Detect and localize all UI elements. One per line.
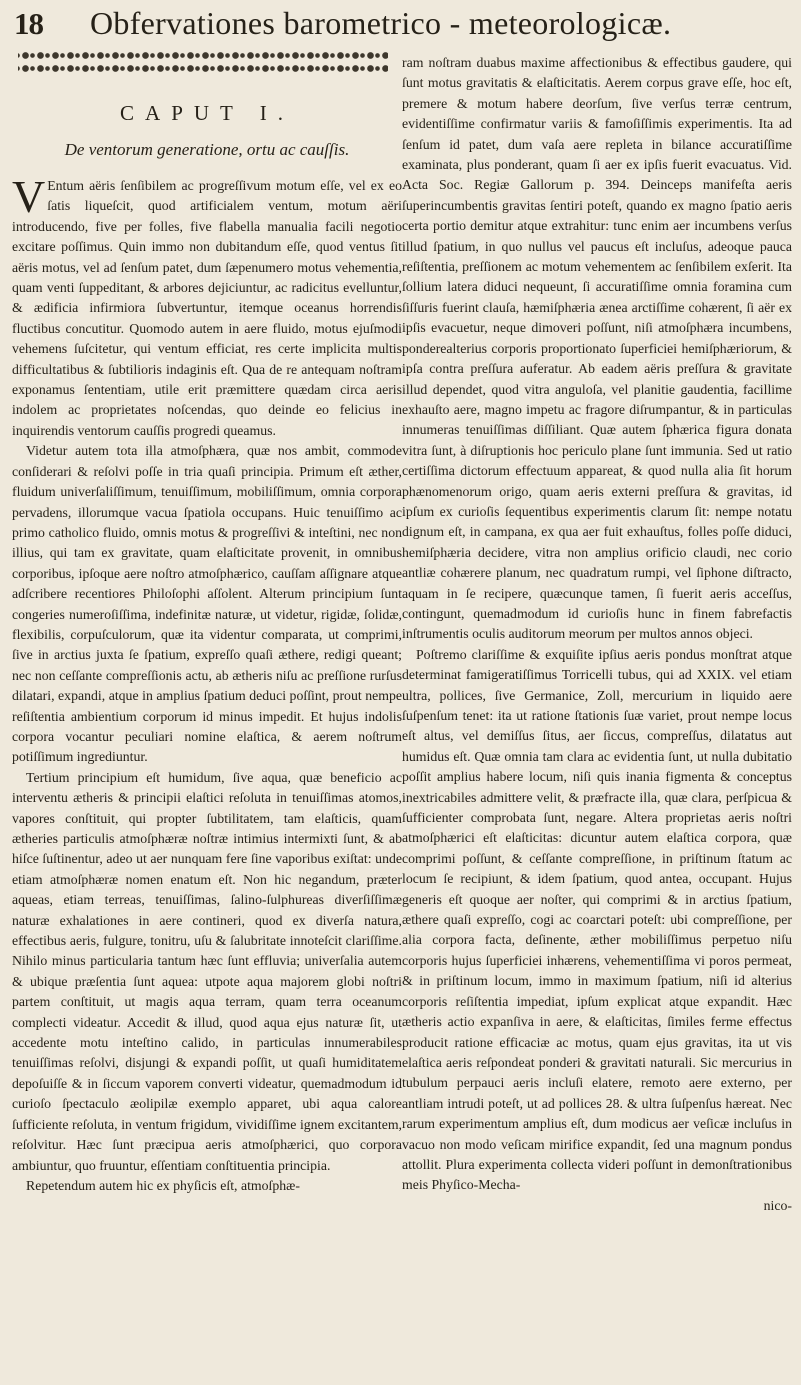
paragraph-1-text: Entum aëris ſenſibilem ac progreſſivum motum eſſe, vel ex eo ſatis liqueſcit, quod artificialem ventum, motum aëri introducendo, five per folles, five flabella manualia facili negotio excitare poſſimus. Quin immo non dubitandum eſſe, quod ventus ſit aëris motus, vel ad ſenſum patet, dum ſæpenumero motus vehementia, quam venti ſuppeditant, & arbores dejiciuntur, ac radicitus evelluntur, & ædificia infirmiora ſubvertuntur, itemque oceanus horrendis fluctibus concutitur. Quomodo autem in aere fluido, motus ejuſmodi vehemens ſuſcitetur, qui ventum efficiat, res certe implicita multis difficultatibus & ſubtilioris indaginis eſt. Qua de re antequam noſtram exponamus ſententiam, utile erit præmittere quædam circa aeris indolem ac proprietates noſcendas, quo deinde eo felicius in inquirendis ventorum cauſſis progredi queamus. (12, 178, 402, 438)
left-column (12, 49, 402, 1196)
paragraph-3: Tertium principium eſt humidum, ſive aqua, quæ beneficio ac interventu ætheris & principii elaſtici reſoluta in tenuiſſimas atomos, vapores conſtituit, qui propter ſubtilitatem, tam elaſticis, quam ætheries particulis atmoſphæræ noſtræ intimius intermixti ſunt, & ab hiſce ſuſtinentur, adeo ut aer nunquam fere ſine vaporibus exiſtat: unde etiam atmoſphæræ nomen enatum eſt. Non hic negandum, præter aqueas, etiam terreas, tenuiſſimas, ſalino-ſulphureas diverſiſſimæ naturæ exhalationes in aere contineri, quod ex diverſa natura, effectibus aeris, fulgure, tonitru, uſu & ſalubritate innoteſcit clariſſime. Nihilo minus particularia tantum hæc ſunt effluvia; univerſalia autem & ubique præſentia ſunt aquea: utpote aqua majorem globi noſtri partem conſtituit, ut magis aqua terram, quam terra oceanum complecti videatur. Accedit & illud, quod aqua ejus naturæ ſit, ut accedente motu inteſtino calido, in particulas innumerabiles tenuiſſimas reſolvi, disjungi & expandi poſſit, ut quaſi humiditatem depoſuiſſe & in ſiccum vaporem converti videatur, quemadmodum id curioſo ſpectaculo æolipilæ exemplo apparet, ubi aqua calore ſufficiente reſoluta, in ventum frigidum, vividiſſime ignem excitantem, reſolvitur. Hæc ſunt præcipua aeris atmoſphærici, quo corpora ambiuntur, quo fruuntur, eſſentiam conſtituentia principia. (12, 769, 402, 1173)
paragraph-1 (12, 171, 402, 441)
drop-cap: V (12, 171, 46, 222)
page-number: 18 (14, 6, 43, 41)
running-title: Obfervationes barometrico - meteorologicæ. (90, 5, 672, 41)
running-head (14, 4, 784, 44)
left-column-text (12, 171, 402, 1196)
chapter-heading: CAPUT I. (120, 101, 294, 125)
right-column (402, 53, 792, 1216)
chapter-subtitle: De ventorum generatione, ortu ac cauſſis. (64, 140, 350, 159)
paragraph-6: Poſtremo clariſſime & exquiſite ipſius aeris pondus monſtrat atque determinat famigeratiſſimus Torricelli tubus, qui ad XXIX. vel etiam ultra, pollices, ſive Germanice, Zoll, mercurium in liquido aere ſuſpenſum tenet: ita ut ratione ſtationis ſuæ variet, prout nempe locus eſt altus, vel demiſſus ſitus, aer ſiccus, compreſſus, dilatatus aut humidus eſt. Quæ omnia tam clara ac evidentia ſunt, ut nulla dubitatio poſſit amplius habere locum, niſi quis inania figmenta & conceptus inextricabiles admittere velit, & præfracte illa, quæ clara, perſpicua & ſufficienter comprobata ſunt, negare. Altera proprietas aeris noſtri atmoſphærici eſt elaſticitas: dicuntur autem elaſtica corpora, quæ comprimi poſſunt, & ceſſante compreſſione, in priſtinum ſtatum ac locum ſe recipiunt, & idem ſpatium, quod antea, occupant. Hujus generis eſt quoque aer noſter, qui comprimi & in arctius ſpatium, æthere quaſi expreſſo, cogi ac coarctari poteſt: ubi compreſſione, per alia corpora facta, deſinente, æther mobiliſſimus perpetuo niſu corporis hujus ſuperficiei inhærens, vehementiſſima vi poros permeat, & in priſtinum locum, immo in maximum ſpatium, niſi id alterius corporis reſiſtentia impediat, ipſum explicat atque expandit. Hæc ætheris actio expanſiva in aere, & elaſticitas, ſimiles ferme effectus producit ratione efficaciæ ac motus, quam ejus gravitas, ita ut vis elaſtica aeris reſpondeat ponderi & gravitati naturali. Sic mercurius in tubulum perpauci aeris incluſi elatere, remoto aere externo, per antliam intrudi poteſt, ut ad pollices 28. & ultra ſuſpenſus hæreat. Nec rarum experimentum amplius eſt, dum modicus aer veſicæ incluſus in vacuo non modo veſicam mirifice expandit, ſed una magnum pondus attollit. Plura experimenta collecta videri poſſunt in demonſtrationibus meis Phyſico-Mecha- (402, 646, 792, 1193)
paragraph-2: Videtur autem tota illa atmoſphæra, quæ nos ambit, commode conſiderari & reſolvi poſſe in tria quaſi principia. Primum eſt æther, fluidum univerſaliſſimum, tenuiſſimum, mobiliſſimum, omnia corpora pervadens, illorumque vacua ſpatiola occupans. Huic tenuiſſimo ac primo catholico fluido, omnis motus & progreſſivi & inteſtini, nec non illius, qui tam ex gravitate, quam elaſticitate provenit, in omnibus corporibus, ipſoque aere noſtro atmoſphærico, cauſſam aſſignare atque adſcribere recentiores Philoſophi aſſolent. Alterum principium ſunt congeries numeroſiſſima, indefinitæ naturæ, ut videtur, rigidæ, ſolidæ, flexibilis, corpuſculorum, quæ ita videntur comparata, ut comprimi, ſive in arctius juxta ſe ſpatium, expreſſo quaſi æthere, redigi queant; nec non ceſſante compreſſionis actu, ab ætheris niſu ac preſſione rurſus dilatari, expandi, atque in amplius ſpatium deduci poſſint, prout nempe reſiſtentia ambientium corporum id minus impedit. Et hujus indolis corpora vocantur peculiari nomine elaſtica, & aerem noſtrum potiſſimum ingrediuntur. (12, 443, 402, 765)
catchword: nico- (763, 1197, 792, 1213)
paragraph-4: Repetendum autem hic ex phyſicis eſt, atmoſphæ- (26, 1177, 300, 1193)
ornament-band (18, 49, 388, 75)
paragraph-5: ram noſtram duabus maxime affectionibus & effectibus gaudere, qui ſunt motus gravitatis & elaſticitatis. Aerem corpus grave eſſe, hoc eſt, premere & motum habere deorſum, ſive verſus terræ centrum, evidentiſſime confirmatur variis & famoſiſſimis experimentis. Ita ad ſenſum id patet, dum vaſa aere repleta in bilance accuratiſſime examinata, plus ponderant, quam ſi aer ex ipſis fuerit evacuatus. Vid. Acta Soc. Regiæ Gallorum p. 394. Deinceps manifeſta aeris ſuperincumbentis gravitas ſentiri poteſt, quando ex magno ſpatio aeris certa portio demitur atque extrahitur: tunc enim aer incumbens verſus illud ſpatium, in quo nullus vel paucus eſt incluſus, adeoque pauca reſiſtentia, preſſionem ac motum vehementem ac ſenſibilem exſerit. Ita ſollium latera diduci nequeunt, ſi accuratiſſime omnia foramina cum ſiſſuris fuerint clauſa, hæmiſphæria ænea arctiſſime cohærent, ſi aër ex ipſis evacuetur, neque dimoveri poſſunt, niſi atmoſphæra incumbens, ponderealterius corporis proportionato ſuperficiei hemiſphæriorum, & ipſa contra preſſura auferatur. Ab eadem aëris preſſura & gravitate illud dependet, quod vitra anguloſa, vel planitie gaudentia, facillime exhauſto aere, magno impetu ac fragore diſrumpantur, & in particulas innumeras tenuiſſimas diſſiliant. Quæ autem ſphærica figura donata vitra ſunt, à diſruptionis hoc periculo plane ſunt immunia. Sed ut ratio certiſſima dictorum effectuum appareat, & quod nulla alia ſit horum phænomenorum origo, quam aeris externi preſſura & gravitas, id ipſum ex curioſis ſequentibus experimentis clarum ſit: nempe notatu dignum eſt, in campana, ex qua aer fuit exhauſtus, folles poſſe diduci, hemiſphæria decidere, vitra non amplius orificio claudi, nec corio antliæ cohærere planum, nec quadratum rumpi, vel ſiphone diſtracto, aquam in ſe recipere, quæcunque tamen, ſi fuerit aeris acceſſus, contingunt, quemadmodum id curioſis hunc in finem fabrefactis inſtrumentis oculis auditorum meorum per multos annos objeci. (402, 55, 792, 642)
right-column-text (402, 53, 792, 1196)
